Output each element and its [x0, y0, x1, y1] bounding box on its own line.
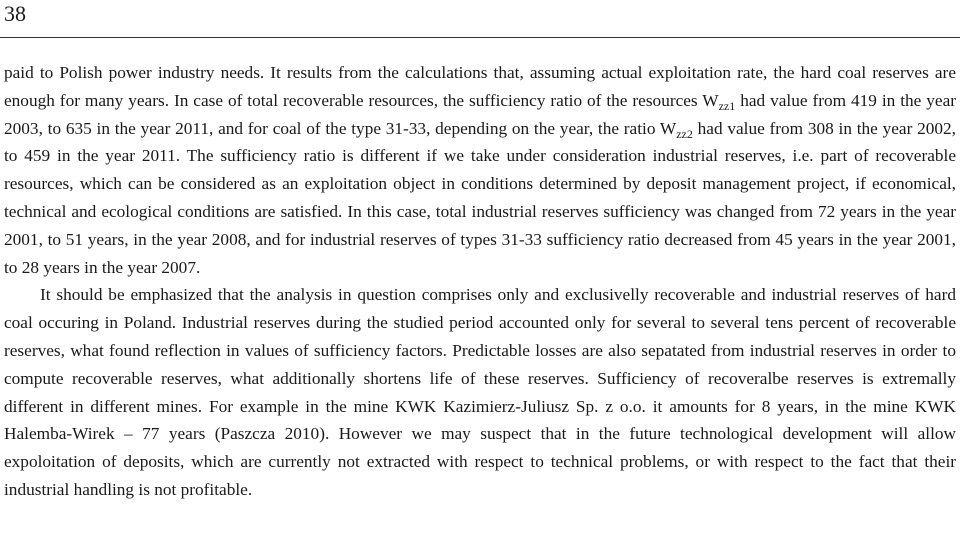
paragraph-1-text-a: paid to Polish power industry needs. It results from the calculations that, assuming actual exploitation rate, the hard coal reserves are enough for many years. In case of total recoverable resources, the sufficiency ratio of the resources W [4, 63, 956, 110]
header-rule [0, 37, 960, 38]
body-text [4, 59, 956, 504]
page-number: 38 [4, 1, 26, 26]
subscript-wzz1: zz1 [718, 98, 736, 113]
paragraph-2: It should be emphasized that the analysis in question comprises only and exclusivelly recoverable and industrial reserves of hard coal occuring in Poland. Industrial reserves during the studied period accounted only for several to several tens percent of recoverable reserves, what found reflection in values of sufficiency factors. Predictable losses are also sepatated from industrial reserves in order to compute recoverable reserves, what additionally shortens life of these reserves. Sufficiency of recoveralbe reserves is extremally different in different mines. For example in the mine KWK Kazimierz-Juliusz Sp. z o.o. it amounts for 8 years, in the mine KWK Halemba-Wirek – 77 years (Paszcza 2010). However we may suspect that in the future technological development will allow expoloitation of deposits, which are currently not extracted with respect to technical problems, or with respect to the fact that their industrial handling is not profitable. [4, 285, 956, 499]
paragraph-1 [4, 59, 956, 281]
paragraph-1-text-c: had value from 308 in the year 2002, to 459 in the year 2011. The sufficiency ratio is different if we take under consideration industrial reserves, i.e. part of recoverable resources, which can be considered as an exploitation object in conditions determined by deposit management project, if economical, technical and ecological conditions are satisfied. In this case, total industrial reserves sufficiency was changed from 72 years in the year 2001, to 51 years, in the year 2008, and for industrial reserves of types 31-33 sufficiency ratio decreased from 45 years in the year 2001, to 28 years in the year 2007. [4, 118, 956, 277]
paragraph-1-text-b: had value from 419 in the year 2003, to 635 in the year 2011, and for coal of the type 31-33, depending on the year, the ratio W [4, 90, 957, 138]
subscript-wzz2: zz2 [676, 126, 693, 141]
